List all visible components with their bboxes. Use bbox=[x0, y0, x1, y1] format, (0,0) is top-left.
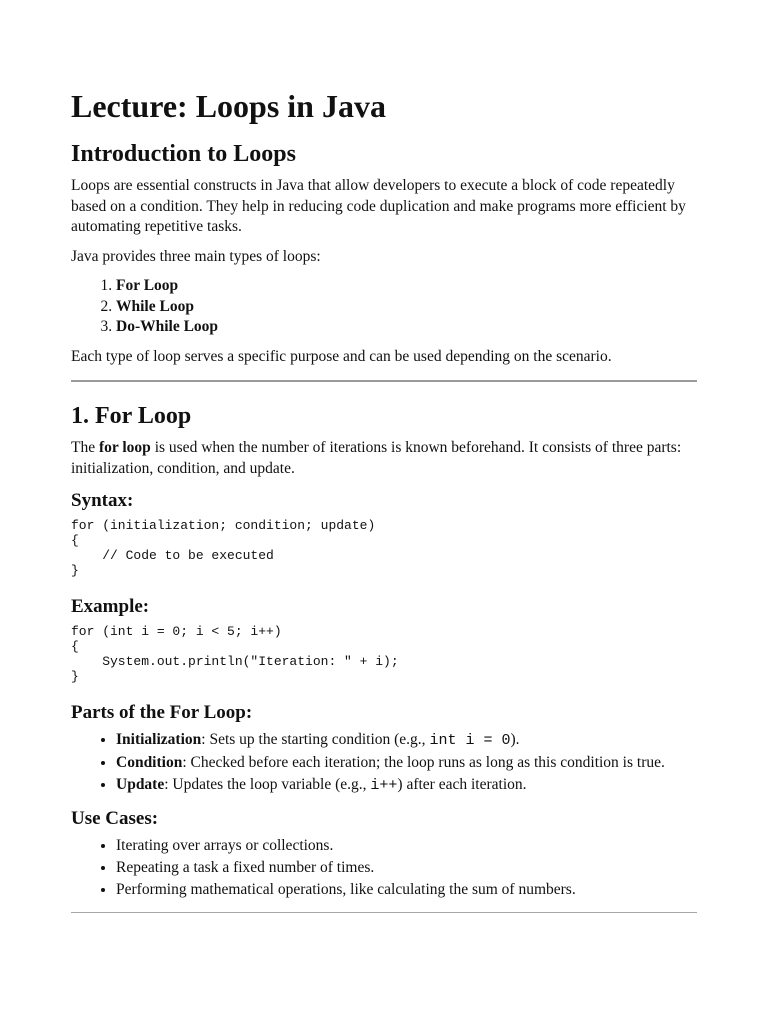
for-loop-heading: 1. For Loop bbox=[71, 403, 192, 429]
list-item bbox=[116, 297, 697, 318]
part-text: ). bbox=[510, 731, 520, 748]
loop-types-list bbox=[71, 276, 697, 338]
list-item: • Performing mathematical operations, like calculating the sum of numbers. bbox=[116, 880, 697, 901]
part-text: : Updates the loop variable (e.g., bbox=[164, 776, 371, 793]
part-text: : Checked before each iteration; the loop runs as long as this condition is true. bbox=[182, 754, 665, 771]
list-item bbox=[116, 753, 697, 774]
parts-list bbox=[71, 730, 697, 797]
loop-types-intro: Java provides three main types of loops: bbox=[71, 247, 321, 265]
description-text: is used when the number of iterations is known beforehand. It consists of three parts: initialization, condition, and update. bbox=[71, 439, 682, 477]
section-divider bbox=[71, 380, 697, 382]
part-text: : Sets up the starting condition (e.g., bbox=[201, 731, 430, 748]
use-cases-heading: Use Cases: bbox=[71, 807, 159, 829]
page-title: Lecture: Loops in Java bbox=[71, 88, 386, 124]
list-item bbox=[116, 775, 697, 797]
intro-paragraph: Loops are essential constructs in Java that allow developers to execute a block of code repeatedly based on a condition. They help in reducing code duplication and make programs more efficient by automating repetitive tasks. bbox=[71, 177, 686, 235]
part-term: Condition bbox=[116, 754, 183, 771]
example-code-block: for (int i = 0; i < 5; i++) { System.out.println("Iteration: " + i); } bbox=[71, 624, 399, 684]
inline-code: int i = 0 bbox=[429, 732, 511, 749]
list-item bbox=[116, 730, 697, 752]
section-divider bbox=[71, 912, 697, 913]
description-keyword: for loop bbox=[98, 439, 151, 456]
example-heading: Example: bbox=[71, 596, 150, 617]
loop-type-label: While Loop bbox=[116, 297, 194, 315]
list-item: • Iterating over arrays or collections. bbox=[116, 836, 697, 857]
part-text: ) after each iteration. bbox=[397, 776, 527, 793]
loop-type-label: For Loop bbox=[116, 277, 179, 294]
intro-heading: Introduction to Loops bbox=[71, 141, 296, 167]
list-item bbox=[116, 276, 697, 297]
loop-type-label: Do-While Loop bbox=[116, 318, 219, 335]
use-cases-list bbox=[71, 836, 697, 901]
syntax-heading: Syntax: bbox=[71, 490, 134, 511]
part-term: Initialization bbox=[116, 731, 202, 748]
list-item: • Repeating a task a fixed number of times. bbox=[116, 858, 697, 879]
loop-types-summary: Each type of loop serves a specific purpose and can be used depending on the scenario. bbox=[71, 347, 612, 365]
part-term: Update bbox=[116, 776, 165, 793]
for-loop-description bbox=[71, 438, 697, 479]
list-item bbox=[116, 317, 697, 338]
description-prefix: The bbox=[71, 439, 99, 456]
parts-heading: Parts of the For Loop: bbox=[71, 702, 253, 723]
inline-code: i++ bbox=[370, 777, 398, 794]
syntax-code-block: for (initialization; condition; update) { // Code to be executed } bbox=[71, 518, 376, 578]
